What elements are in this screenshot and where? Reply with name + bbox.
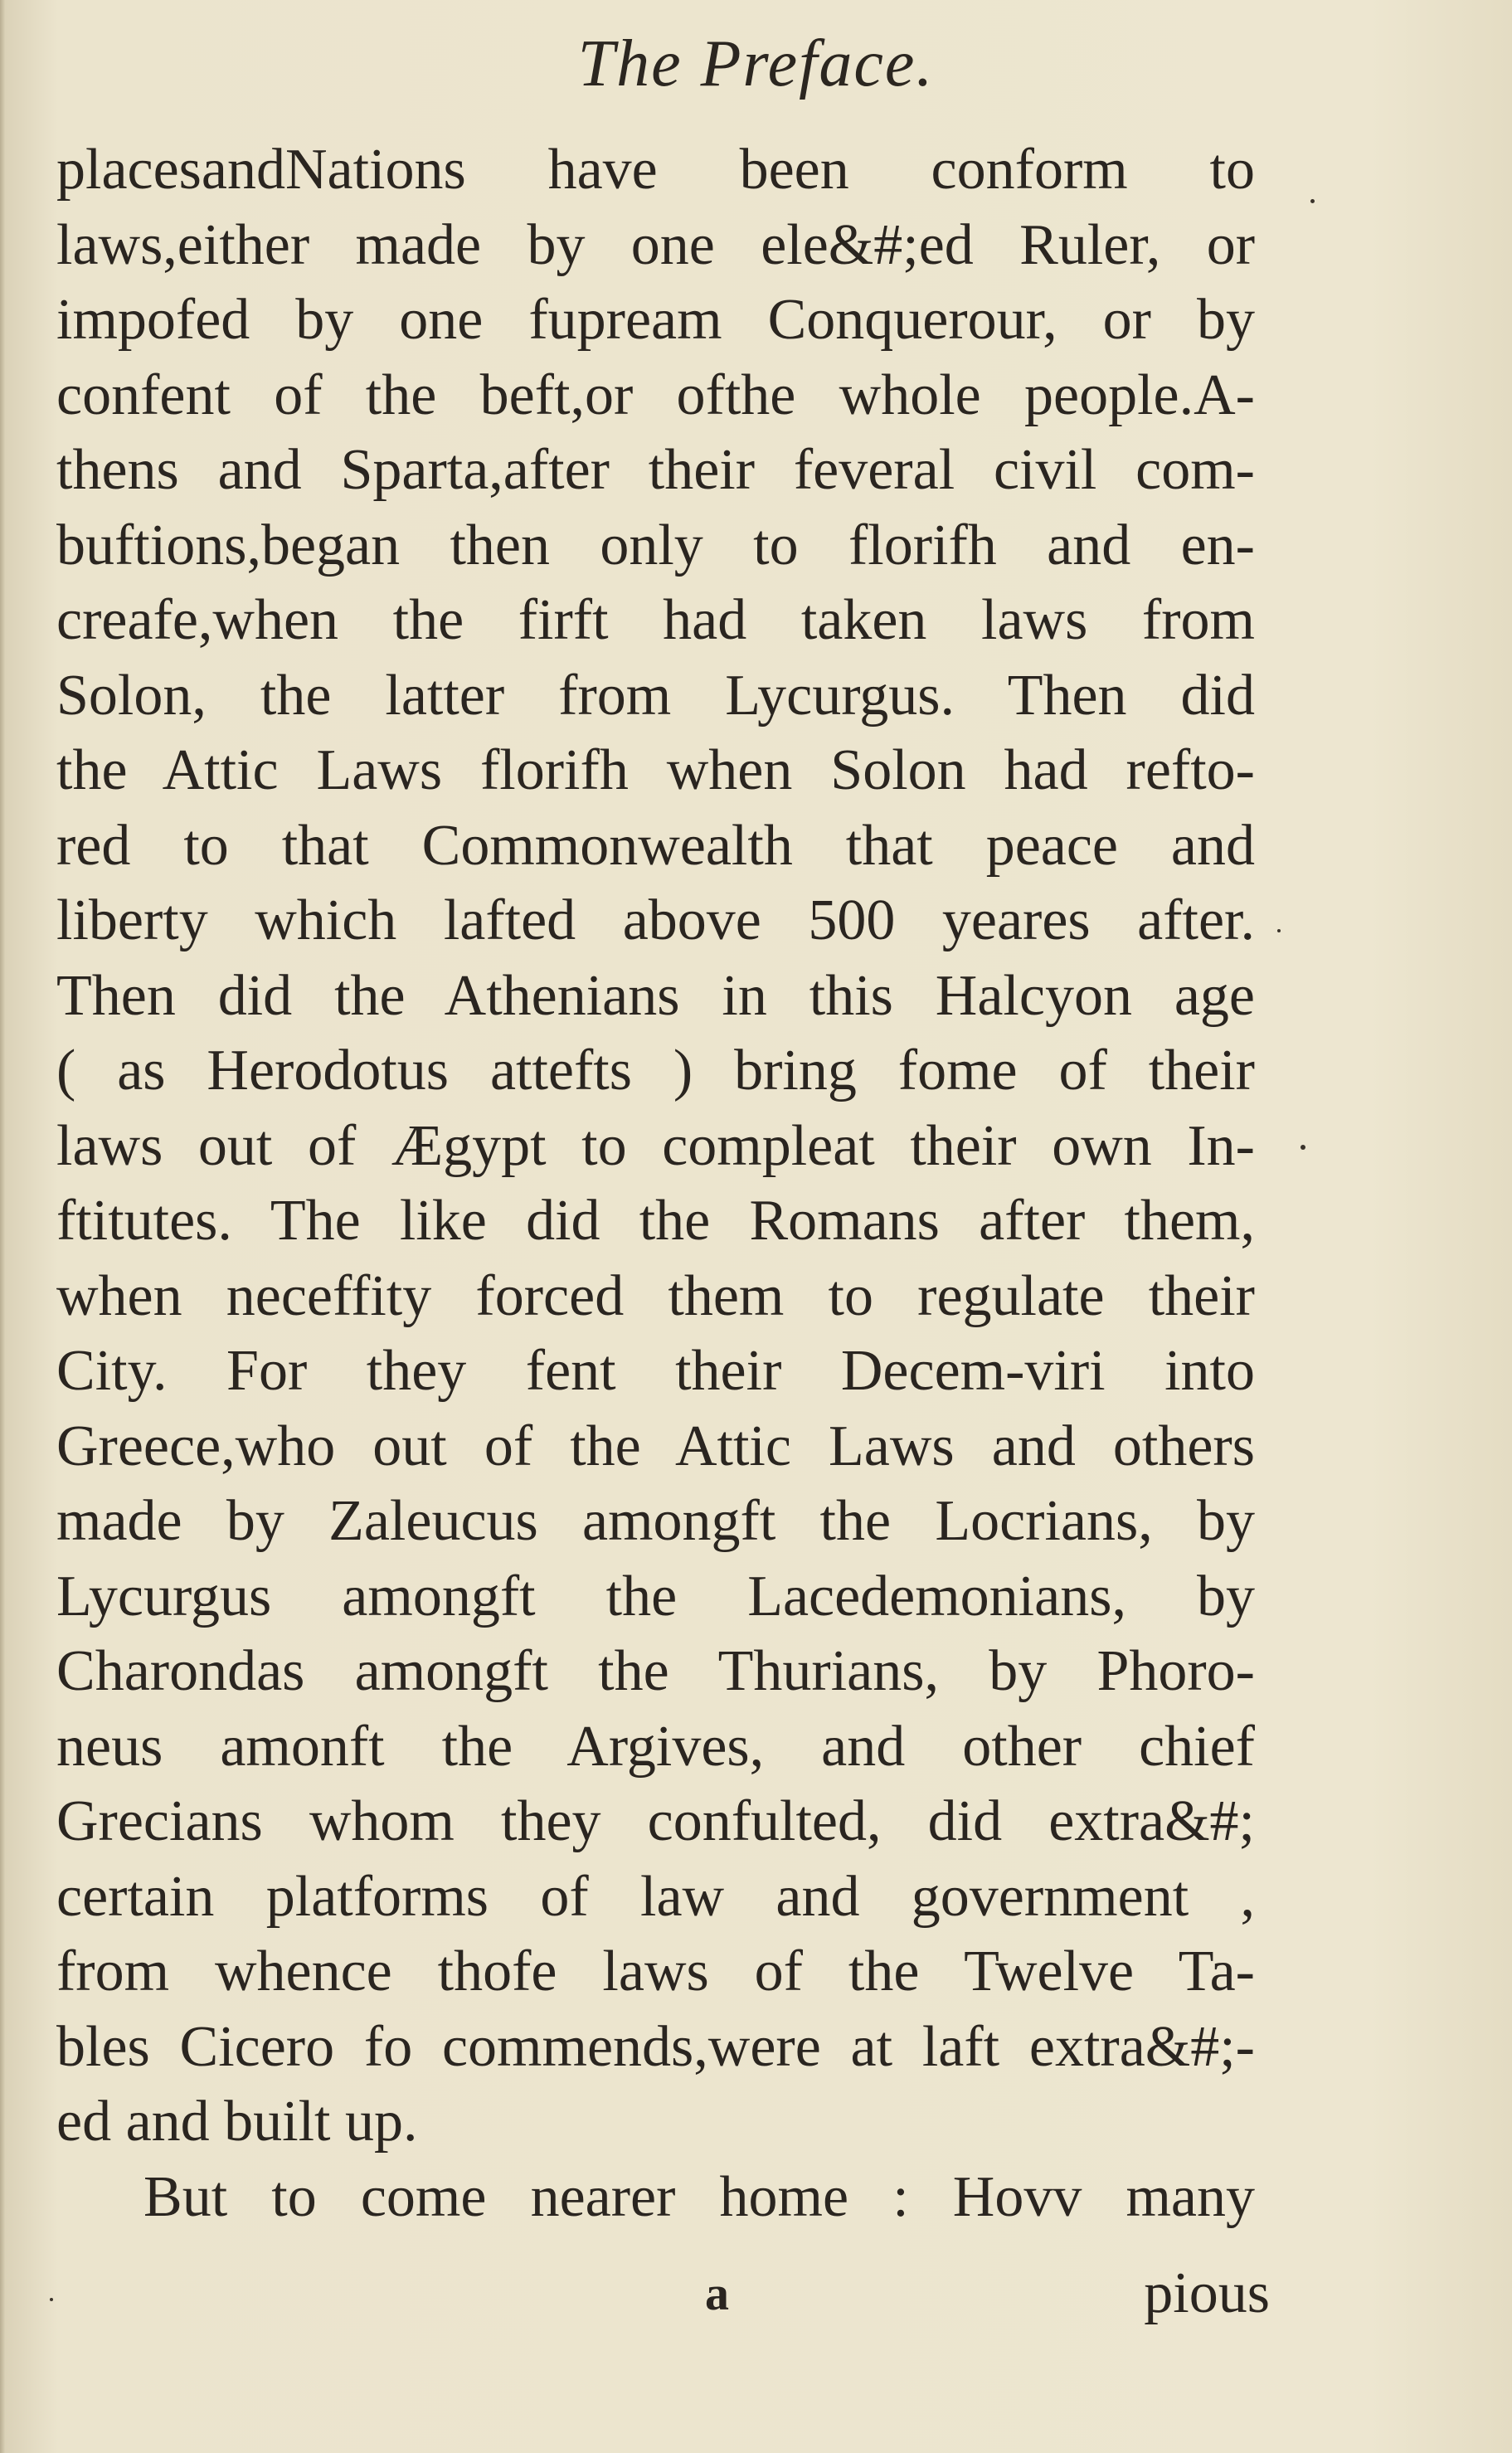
text-line: impofed by one fupream Conquerour, or by — [56, 288, 1255, 352]
text-line: made by Zaleucus amongft the Locrians, by — [56, 1489, 1255, 1553]
text-line: ( as Herodotus attefts ) bring fome of their — [56, 1039, 1255, 1102]
text-line: laws out of Ægypt to compleat their own In- — [56, 1113, 1255, 1178]
text-line: placesandNations have been conform to — [56, 138, 1255, 202]
text-block — [56, 133, 1255, 2235]
running-head: The Preface. — [577, 27, 935, 100]
text-line: when neceffity forced them to regulate their — [56, 1263, 1255, 1328]
text-line: laws,either made by one ele&#;ed Ruler, or — [56, 212, 1255, 277]
text-line: Solon, the latter from Lycurgus. Then did — [56, 663, 1255, 728]
text-line: certain platforms of law and government , — [56, 1864, 1255, 1929]
text-line: creafe,when the firft had taken laws from — [56, 588, 1255, 652]
text-line: Lycurgus amongft the Lacedemonians, by — [56, 1564, 1255, 1628]
text-line: thens and Sparta,after their feveral civil com- — [56, 438, 1255, 502]
signature-mark: a — [705, 2266, 729, 2320]
text-line: Charondas amongft the Thurians, by Phoro- — [56, 1639, 1255, 1703]
text-line: liberty which lafted above 500 yeares after. — [56, 888, 1255, 952]
catchword: pious — [1144, 2261, 1270, 2325]
ink-speck — [50, 2298, 53, 2301]
text-line: the Attic Laws florifh when Solon had refto- — [56, 738, 1255, 802]
text-line: confent of the beft,or ofthe whole people.A- — [56, 363, 1255, 427]
text-line: City. For they fent their Decem-viri into — [56, 1339, 1255, 1403]
paragraph-start-line: But to come nearer home : Hovv many — [143, 2164, 1255, 2229]
ink-speck — [1277, 929, 1281, 932]
text-line: bles Cicero fo commends,were at laft extra&#;- — [56, 2014, 1255, 2079]
text-line: buftions,began then only to florifh and en- — [56, 513, 1255, 577]
text-line: Greece,who out of the Attic Laws and others — [56, 1414, 1255, 1478]
text-line: Grecians whom they confulted, did extra&#; — [56, 1789, 1255, 1853]
text-line: ftitutes. The like did the Romans after them, — [56, 1189, 1255, 1253]
text-line: ed and built up. — [56, 2090, 418, 2154]
text-line: red to that Commonwealth that peace and — [56, 813, 1255, 878]
ink-speck — [1301, 1145, 1305, 1150]
page-gutter — [0, 0, 5, 2453]
text-line: neus amonft the Argives, and other chief — [56, 1714, 1255, 1779]
text-line: Then did the Athenians in this Halcyon age — [56, 963, 1255, 1028]
text-line: from whence thofe laws of the Twelve Ta- — [56, 1940, 1255, 2003]
ink-speck — [1310, 199, 1315, 203]
page-footer — [56, 2256, 1270, 2331]
